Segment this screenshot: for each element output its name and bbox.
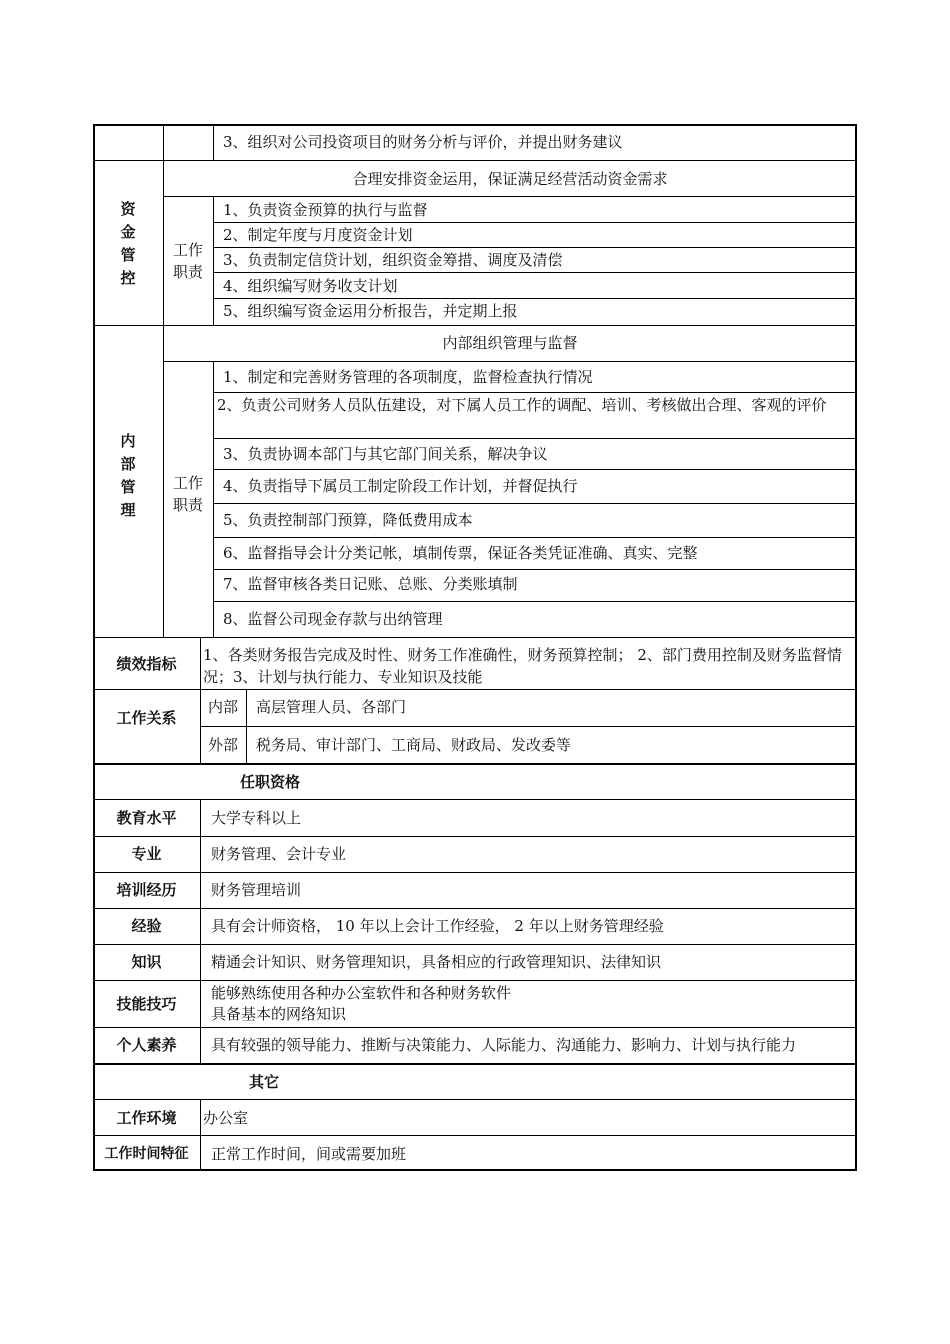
performance-text: 1、各类财务报告完成及时性、财务工作准确性，财务预算控制； 2、部门费用控制及财务监督情况；3、计划与执行能力、专业知识及技能 [203,646,842,686]
other-value: 办公室 [203,1109,249,1127]
section-label-char: 资 [120,200,136,218]
internal-duty-item: 8、监督公司现金存款与出纳管理 [223,610,443,628]
fund-duty-item: 1、负责资金预算的执行与监督 [223,201,428,219]
finance-analysis-item-3: 3、组织对公司投资项目的财务分析与评价，并提出财务建议 [223,133,623,151]
internal-duty-item: 3、负责协调本部门与其它部门间关系，解决争议 [223,445,548,463]
fund-duty-item: 3、负责制定信贷计划，组织资金筹措、调度及清偿 [223,251,563,269]
relations-external-value: 税务局、审计部门、工商局、财政局、发改委等 [256,736,572,754]
performance-label: 绩效指标 [116,655,177,673]
qualification-value: 精通会计知识、财务管理知识，具备相应的行政管理知识、法律知识 [211,953,662,971]
internal-duty-item: 5、负责控制部门预算，降低费用成本 [223,511,473,529]
relations-external-label: 外部 [207,736,238,754]
other-header: 其它 [249,1073,280,1091]
qualifications-header: 任职资格 [240,773,301,791]
section-label-char: 管 [120,246,136,264]
qualification-value: 财务管理培训 [211,881,302,899]
section-label-char: 管 [120,478,136,496]
section-label-char: 内 [120,432,136,450]
other-label: 工作环境 [116,1109,177,1127]
section-label-char: 理 [120,501,136,519]
internal-duty-item: 2、负责公司财务人员队伍建设，对下属人员工作的调配、培训、考核做出合理、客观的评价 [217,396,827,414]
internal-duty-item: 6、监督指导会计分类记帐，填制传票，保证各类凭证准确、真实、完整 [223,544,698,562]
relations-internal-label: 内部 [207,698,238,716]
section-label-char: 金 [120,223,136,241]
duty-label: 职责 [172,263,203,281]
qualification-label: 个人素养 [116,1036,177,1054]
internal-duty-item: 4、负责指导下属员工制定阶段工作计划，并督促执行 [223,477,578,495]
qualification-value-2: 具备基本的网络知识 [211,1005,347,1023]
fund-duty-item: 2、制定年度与月度资金计划 [223,226,413,244]
qualification-label: 专业 [131,845,162,863]
qualification-value: 大学专科以上 [211,809,302,827]
qualification-value: 具有会计师资格， 10 年以上会计工作经验， 2 年以上财务管理经验 [211,917,664,935]
qualification-label: 教育水平 [116,809,177,827]
internal-management-goal: 内部组织管理与监督 [442,334,578,352]
qualification-value: 财务管理、会计专业 [211,845,347,863]
section-label-char: 部 [120,455,136,473]
fund-duty-item: 4、组织编写财务收支计划 [223,277,398,295]
other-label: 工作时间特征 [104,1146,189,1162]
duty-label: 职责 [172,496,203,514]
fund-duty-item: 5、组织编写资金运用分析报告，并定期上报 [223,302,518,320]
duty-label: 工作 [172,241,203,259]
qualification-label: 知识 [131,953,162,971]
relations-internal-value: 高层管理人员、各部门 [256,698,407,716]
qualification-label: 培训经历 [116,881,177,899]
fund-control-goal: 合理安排资金运用，保证满足经营活动资金需求 [352,170,668,188]
internal-duty-item: 1、制定和完善财务管理的各项制度，监督检查执行情况 [223,368,593,386]
internal-duty-item: 7、监督审核各类日记账、总账、分类账填制 [223,575,518,593]
qualification-value: 能够熟练使用各种办公室软件和各种财务软件 [211,984,512,1002]
qualification-label: 经验 [131,917,162,935]
other-value: 正常工作时间，间或需要加班 [211,1145,407,1163]
relations-label: 工作关系 [116,709,177,727]
qualification-label: 技能技巧 [116,995,177,1013]
qualification-value: 具有较强的领导能力、推断与决策能力、人际能力、沟通能力、影响力、计划与执行能力 [211,1036,797,1054]
section-label-char: 控 [120,269,136,287]
duty-label: 工作 [172,474,203,492]
